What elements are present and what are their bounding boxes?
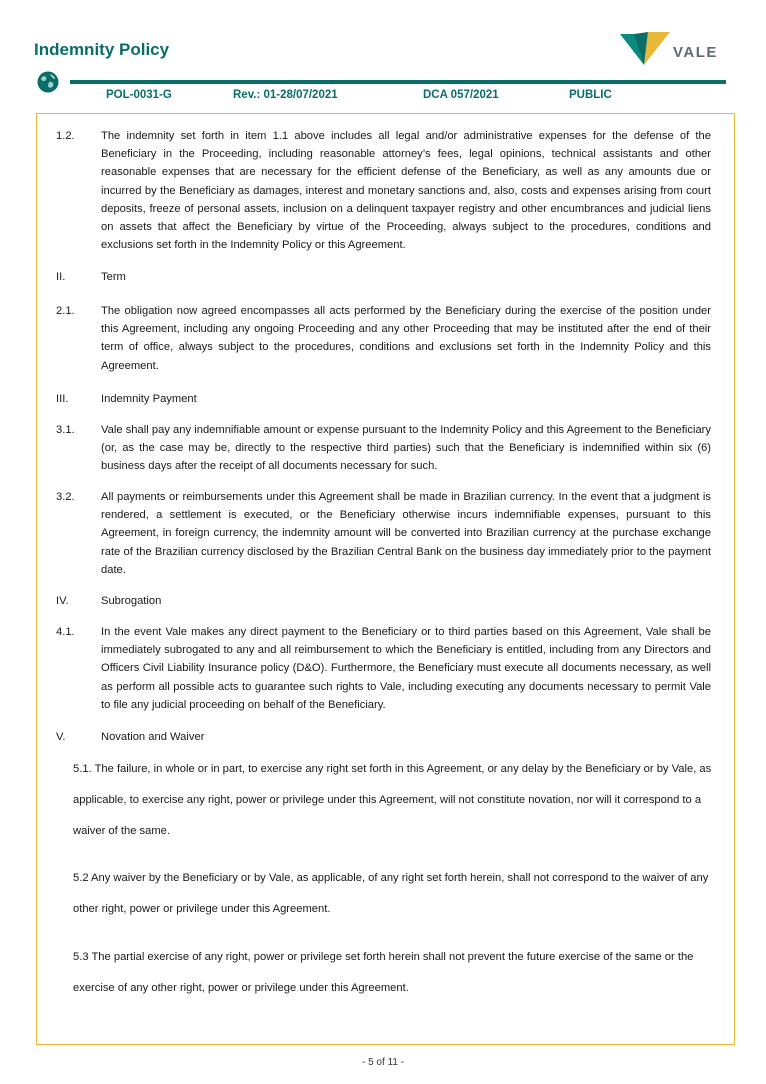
doc-code: POL-0031-G: [106, 89, 172, 101]
page-title: Indemnity Policy: [34, 40, 170, 59]
section-number: IV.: [56, 595, 69, 607]
subsection-5-2: 5.2 Any waiver by the Beneficiary or by Vale, as applicable, of any right set forth herein, shall not correspond to the waiver of any other right, power or privilege under this Agreement.: [73, 872, 709, 915]
section-heading: Subrogation: [101, 595, 162, 607]
dca-number: DCA 057/2021: [423, 89, 499, 101]
revision: Rev.: 01-28/07/2021: [233, 89, 338, 101]
section-number: V.: [56, 731, 66, 743]
section-number: 3.1.: [56, 424, 75, 436]
section-number: 4.1.: [56, 626, 75, 638]
vale-logo-text: VALE: [673, 44, 718, 61]
section-number: III.: [56, 393, 69, 405]
section-number: 2.1.: [56, 305, 75, 317]
section-text: In the event Vale makes any direct payment to the Beneficiary or to third parties based on this Agreement, Vale shall be immediately subrogated to any and all reimbursement to which the Beneficiary is entitled, including from any Directors and Officers Civil Liability Insurance policy (D&O). Furthermore, the Beneficiary must execute all documents necessary, as well as perform all possible acts to guarantee such rights to Vale, including executing any documents necessary to permit Vale to file any judicial proceeding on behalf of the Beneficiary.: [101, 626, 711, 711]
section-text: Vale shall pay any indemnifiable amount or expense pursuant to the Indemnity Policy and this Agreement to the Beneficiary (or, as the case may be, directly to the respective third parties) such that the Beneficiary is indemnified within six (6) business days after the receipt of all documents necessary for such.: [101, 424, 711, 473]
classification: PUBLIC: [569, 89, 612, 101]
section-heading: Novation and Waiver: [101, 731, 205, 743]
section-heading: Indemnity Payment: [101, 393, 197, 405]
subsection-5-3: 5.3 The partial exercise of any right, power or privilege set forth herein shall not prevent the future exercise of the same or the exercise of any other right, power or privilege under this Agreement.: [73, 951, 694, 994]
section-number: 1.2.: [56, 130, 75, 142]
section-number: 3.2.: [56, 491, 75, 503]
section-text: All payments or reimbursements under this Agreement shall be made in Brazilian currency. In the event that a judgment is rendered, a settlement is executed, or the Beneficiary otherwise incurs indemnifiable expenses, pursuant to this Agreement, in foreign currency, the indemnity amount will be converted into Brazilian currency at the purchase exchange rate of the Brazilian currency disclosed by the Brazilian Central Bank on the business day immediately prior to the payment date.: [101, 491, 711, 576]
globe-icon: [37, 71, 59, 93]
section-number: II.: [56, 271, 66, 283]
section-text: The obligation now agreed encompasses all acts performed by the Beneficiary during the exercise of the position under this Agreement, including any ongoing Proceeding and any other Proceeding that may be instituted after the end of their term of office, always subject to the procedures, conditions and exclusions set forth in the Indemnity Policy and this Agreement.: [101, 305, 711, 372]
section-heading: Term: [101, 271, 126, 283]
page-number: - 5 of 11 -: [361, 1057, 405, 1068]
section-text: The indemnity set forth in item 1.1 above includes all legal and/or administrative expenses for the defense of the Beneficiary in the Proceeding, including reasonable attorney’s fees, legal opinions, technical assistants and other reasonable expenses that are necessary for the efficient defense of the Beneficiary, as well as any amounts due or incurred by the Beneficiary as damages, interest and monetary sanctions and, also, costs and expenses arising from court deposits, freeze of personal assets, inclusion on a delinquent taxpayer registry and other encumbrances and judicial liens on assets that affect the Beneficiary by virtue of the Proceeding, always subject to the procedures, conditions and exclusions set forth in the Indemnity Policy or this Agreement.: [101, 130, 711, 252]
header-rule: [70, 80, 726, 84]
subsection-5-1: 5.1. The failure, in whole or in part, to exercise any right set forth in this Agreement, or any delay by the Beneficiary or by Vale, as applicable, to exercise any right, power or privilege under this Agreement, will not constitute novation, nor will it correspond to a waiver of the same.: [73, 763, 712, 837]
